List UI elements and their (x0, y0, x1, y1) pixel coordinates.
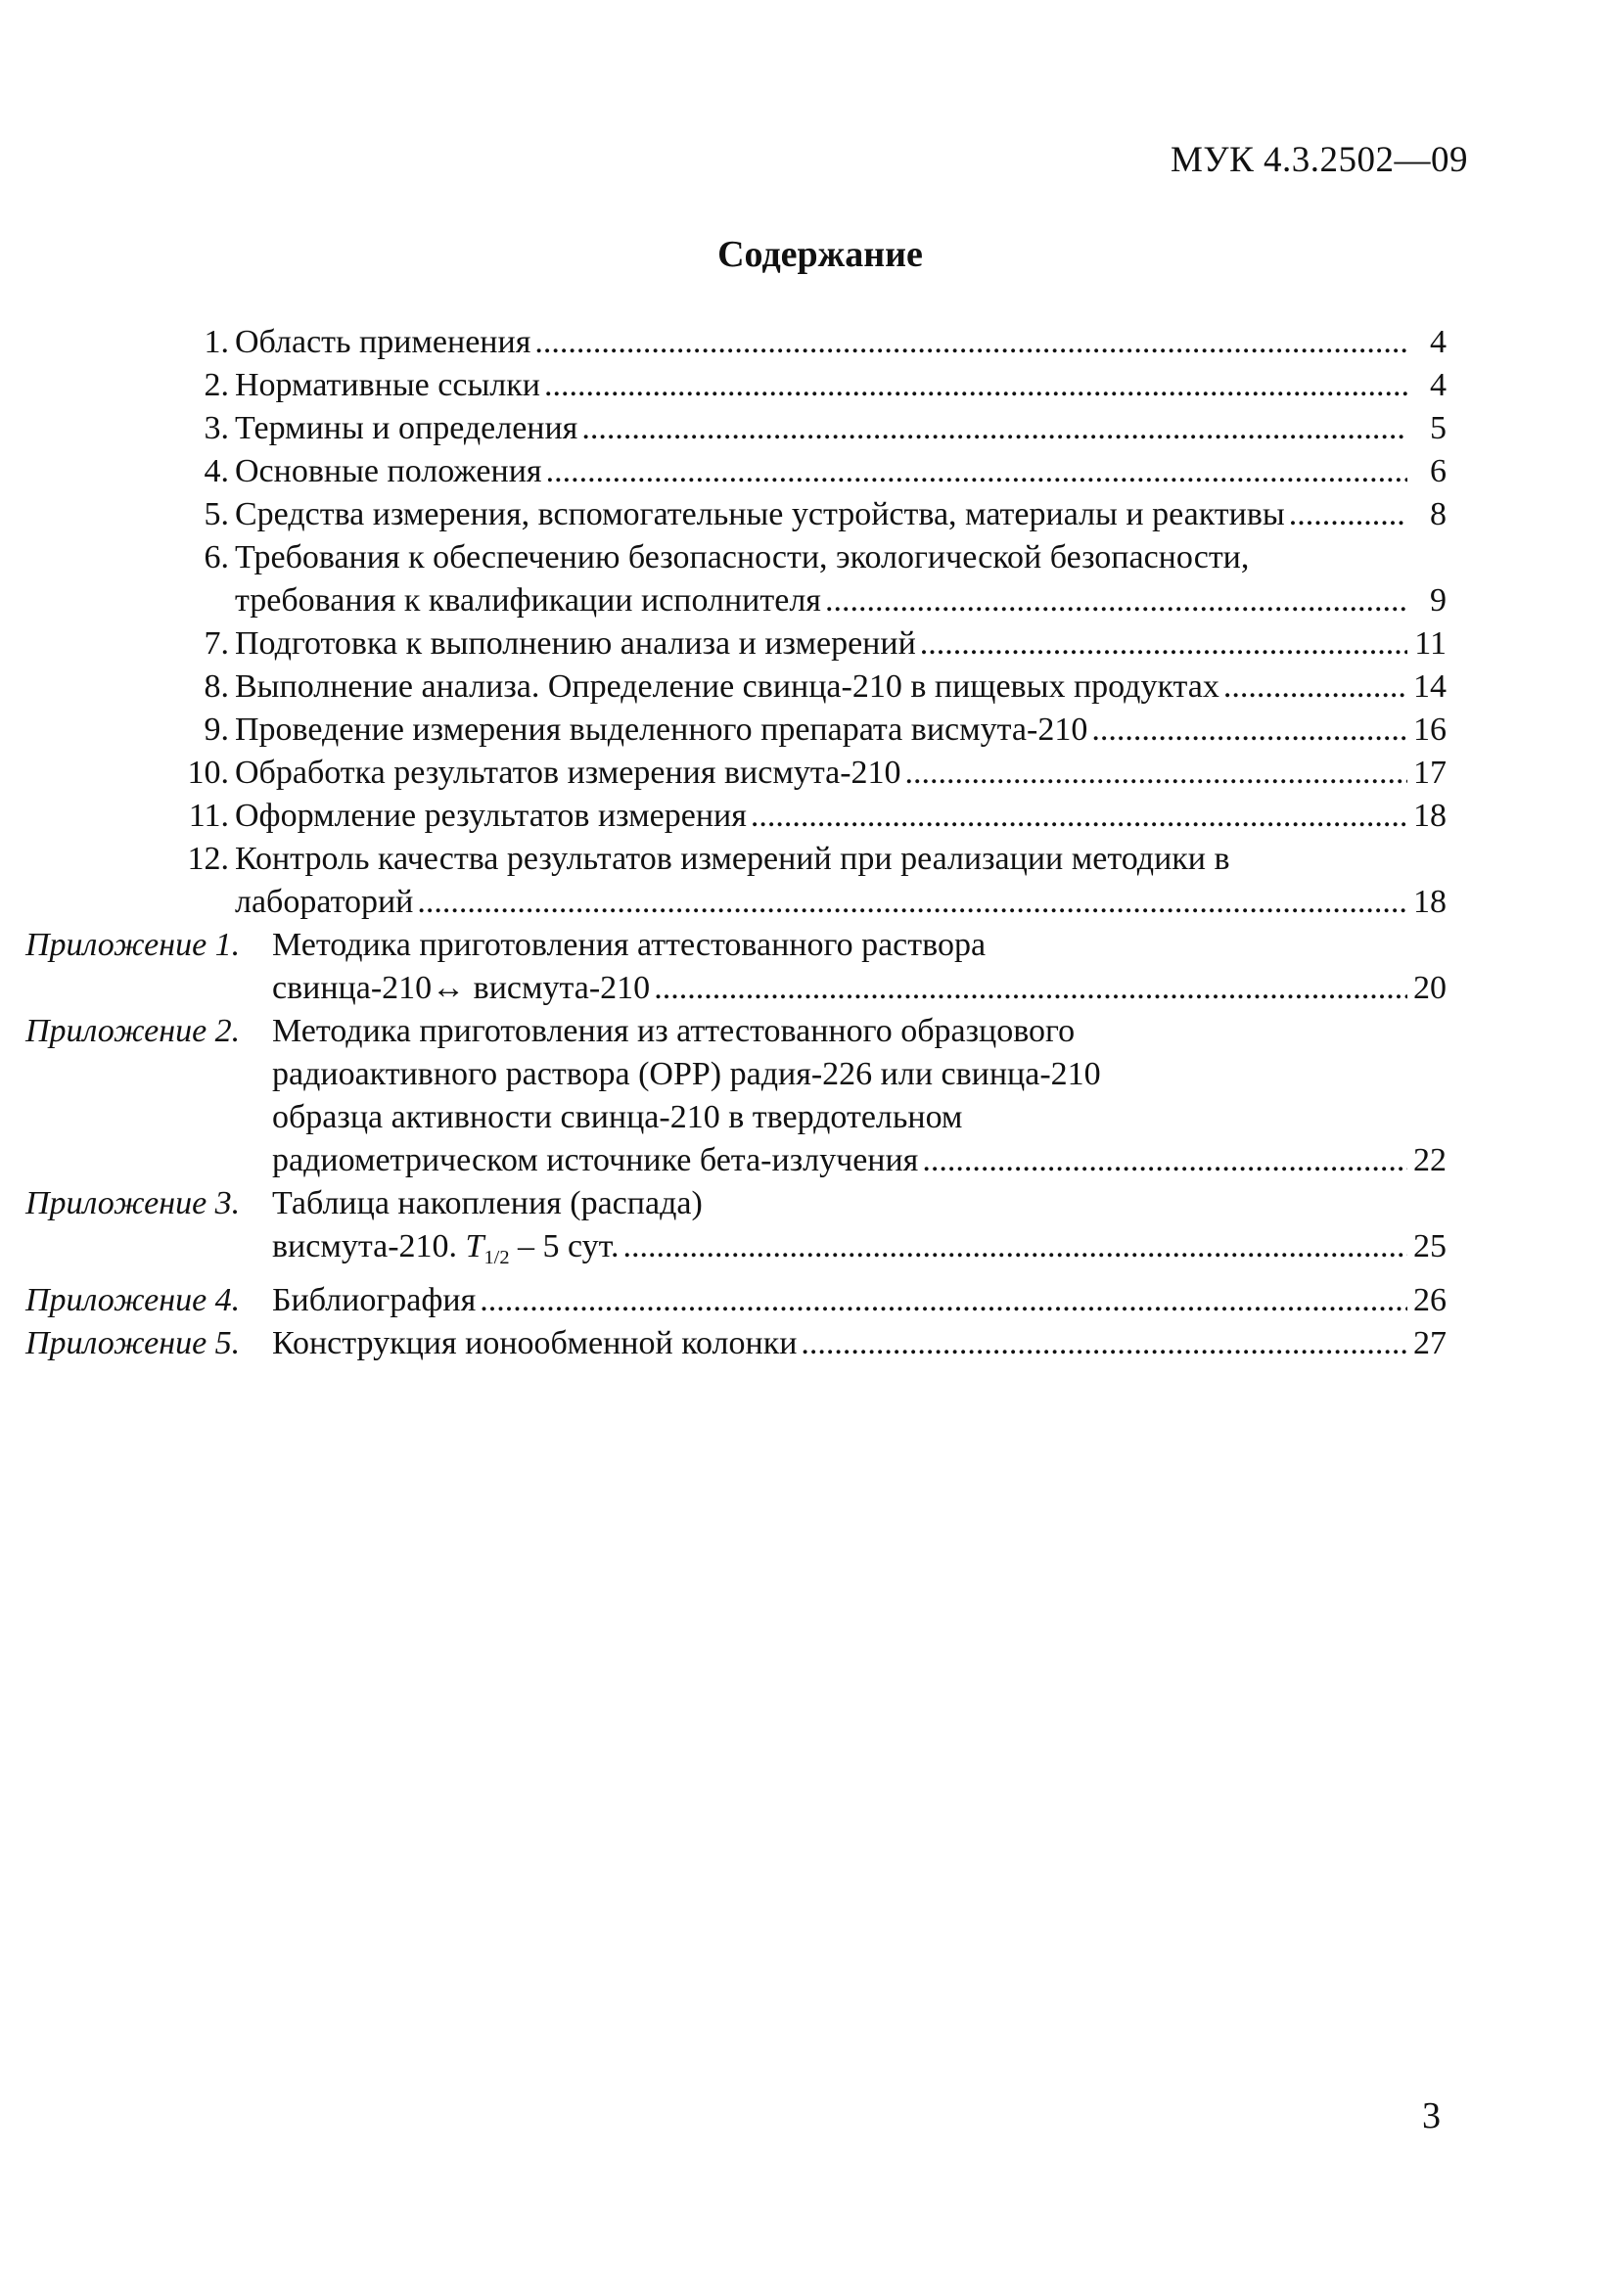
dot-leader (534, 321, 1407, 364)
toc-entry-number: 6. (204, 539, 229, 575)
dot-leader (751, 795, 1407, 838)
toc-entry-title: Выполнение анализа. Определение свинца-210 в пищевых продуктах (235, 668, 1219, 705)
dot-leader (622, 1225, 1407, 1268)
table-of-contents (25, 321, 1447, 1365)
toc-entry-number: 4. (204, 453, 229, 489)
toc-entry-number: 5. (204, 496, 229, 532)
dot-leader (480, 1279, 1407, 1322)
toc-entry-page: 5 (1430, 410, 1447, 446)
appendix-label: Приложение 3. (25, 1185, 241, 1221)
dot-leader (920, 622, 1407, 666)
appendix-title: Методика приготовления аттестованного раствора (272, 927, 987, 963)
toc-entry-title: Средства измерения, вспомогательные устройства, материалы и реактивы (235, 496, 1285, 532)
dot-leader (1289, 493, 1407, 536)
half-life-subscript: 1/2 (483, 1247, 510, 1269)
toc-entry-title: Проведение измерения выделенного препарата висмута-210 (235, 712, 1088, 748)
dot-leader (546, 450, 1407, 493)
half-life-value: – 5 сут. (509, 1228, 620, 1264)
dot-leader (801, 1322, 1407, 1365)
dot-leader (825, 579, 1407, 622)
toc-entry-page: 4 (1430, 367, 1447, 403)
toc-entry-title: Подготовка к выполнению анализа и измерений (235, 625, 916, 662)
toc-entry-8 (172, 666, 1447, 709)
dot-leader (417, 881, 1407, 924)
appendix-page: 20 (1413, 970, 1447, 1006)
toc-entry-page: 16 (1413, 712, 1447, 748)
toc-entry-number: 3. (204, 410, 229, 446)
toc-entry-page: 6 (1430, 453, 1447, 489)
toc-entry-title: Контроль качества результатов измерений при реализации методики в (235, 841, 1230, 877)
toc-entry-number: 8. (204, 668, 229, 705)
appendix-title-continued (272, 1225, 619, 1279)
dot-leader (905, 752, 1407, 795)
toc-entry-number: 12. (187, 841, 229, 877)
toc-title: Содержание (717, 234, 923, 275)
dot-leader (544, 364, 1407, 407)
toc-entry-title: Область применения (235, 324, 531, 360)
appendix-page: 22 (1413, 1142, 1447, 1178)
appendix-label: Приложение 4. (25, 1282, 241, 1319)
toc-entry-number: 7. (204, 625, 229, 662)
appendix-title: Методика приготовления из аттестованного образцового (272, 1013, 1076, 1049)
toc-entry-page: 8 (1430, 496, 1447, 532)
toc-entry-number: 9. (204, 712, 229, 748)
toc-entry-9 (172, 709, 1447, 752)
toc-entry-title: Термины и определения (235, 410, 578, 446)
toc-entry-10 (172, 752, 1447, 795)
appendix-title: Конструкция ионообменной колонки (272, 1325, 798, 1362)
appendix-page: 27 (1413, 1325, 1447, 1362)
toc-entry-page: 18 (1413, 798, 1447, 834)
toc-entry-title: Нормативные ссылки (235, 367, 540, 403)
toc-entry-page: 11 (1414, 625, 1447, 662)
toc-entry-title: Обработка результатов измерения висмута-210 (235, 755, 901, 791)
toc-entry-page: 9 (1430, 582, 1447, 619)
page-number: 3 (1422, 2095, 1441, 2136)
toc-entry-4 (172, 450, 1447, 493)
half-life-symbol: T (465, 1228, 484, 1264)
toc-entry-12 (172, 838, 1447, 924)
toc-entry-page: 18 (1413, 884, 1447, 920)
appendix-entry-2 (25, 1010, 1447, 1182)
toc-entry-page: 17 (1413, 755, 1447, 791)
dot-leader (1223, 666, 1407, 709)
appendix-title-continued: радиометрическом источнике бета-излучения (272, 1142, 919, 1178)
toc-entry-1 (172, 321, 1447, 364)
appendix-entry-3 (25, 1182, 1447, 1279)
toc-entry-page: 4 (1430, 324, 1447, 360)
appendix-entry-1 (25, 924, 1447, 1010)
appendix-title: Таблица накопления (распада) (272, 1185, 703, 1221)
toc-entry-number: 1. (204, 324, 229, 360)
toc-entry-6 (172, 536, 1447, 622)
toc-entry-title-continued: лабораторий (235, 884, 414, 920)
appendix-title-continued: радиоактивного раствора (ОРР) радия-226 или свинца-210 (272, 1056, 1101, 1092)
toc-entry-11 (172, 795, 1447, 838)
appendix-page: 25 (1413, 1228, 1447, 1264)
toc-entry-5 (172, 493, 1447, 536)
toc-entry-3 (172, 407, 1447, 450)
appendix-page: 26 (1413, 1282, 1447, 1319)
appendix-label: Приложение 5. (25, 1325, 241, 1362)
toc-entry-number: 2. (204, 367, 229, 403)
toc-entry-2 (172, 364, 1447, 407)
dot-leader (1091, 709, 1407, 752)
toc-entry-number: 11. (188, 798, 229, 834)
toc-entry-title-continued: требования к квалификации исполнителя (235, 582, 821, 619)
appendix-title-continued: образца активности свинца-210 в твердотельном (272, 1099, 963, 1135)
document-code: МУК 4.3.2502—09 (1170, 140, 1468, 180)
appendix-title-text: висмута-210. (272, 1228, 458, 1264)
toc-entry-page: 14 (1413, 668, 1447, 705)
toc-entry-7 (172, 622, 1447, 666)
toc-entry-number: 10. (187, 755, 229, 791)
toc-entry-title: Основные положения (235, 453, 542, 489)
appendix-title: Библиография (272, 1282, 477, 1319)
appendix-label: Приложение 1. (25, 927, 241, 963)
dot-leader (654, 967, 1407, 1010)
appendix-entry-4 (25, 1279, 1447, 1322)
appendix-entry-5 (25, 1322, 1447, 1365)
dot-leader (581, 407, 1407, 450)
appendix-title-continued: свинца-210↔ висмута-210 (272, 970, 651, 1006)
toc-entry-title: Требования к обеспечению безопасности, экологической безопасности, (235, 539, 1250, 575)
toc-entry-title: Оформление результатов измерения (235, 798, 747, 834)
dot-leader (922, 1139, 1407, 1182)
appendix-label: Приложение 2. (25, 1013, 241, 1049)
